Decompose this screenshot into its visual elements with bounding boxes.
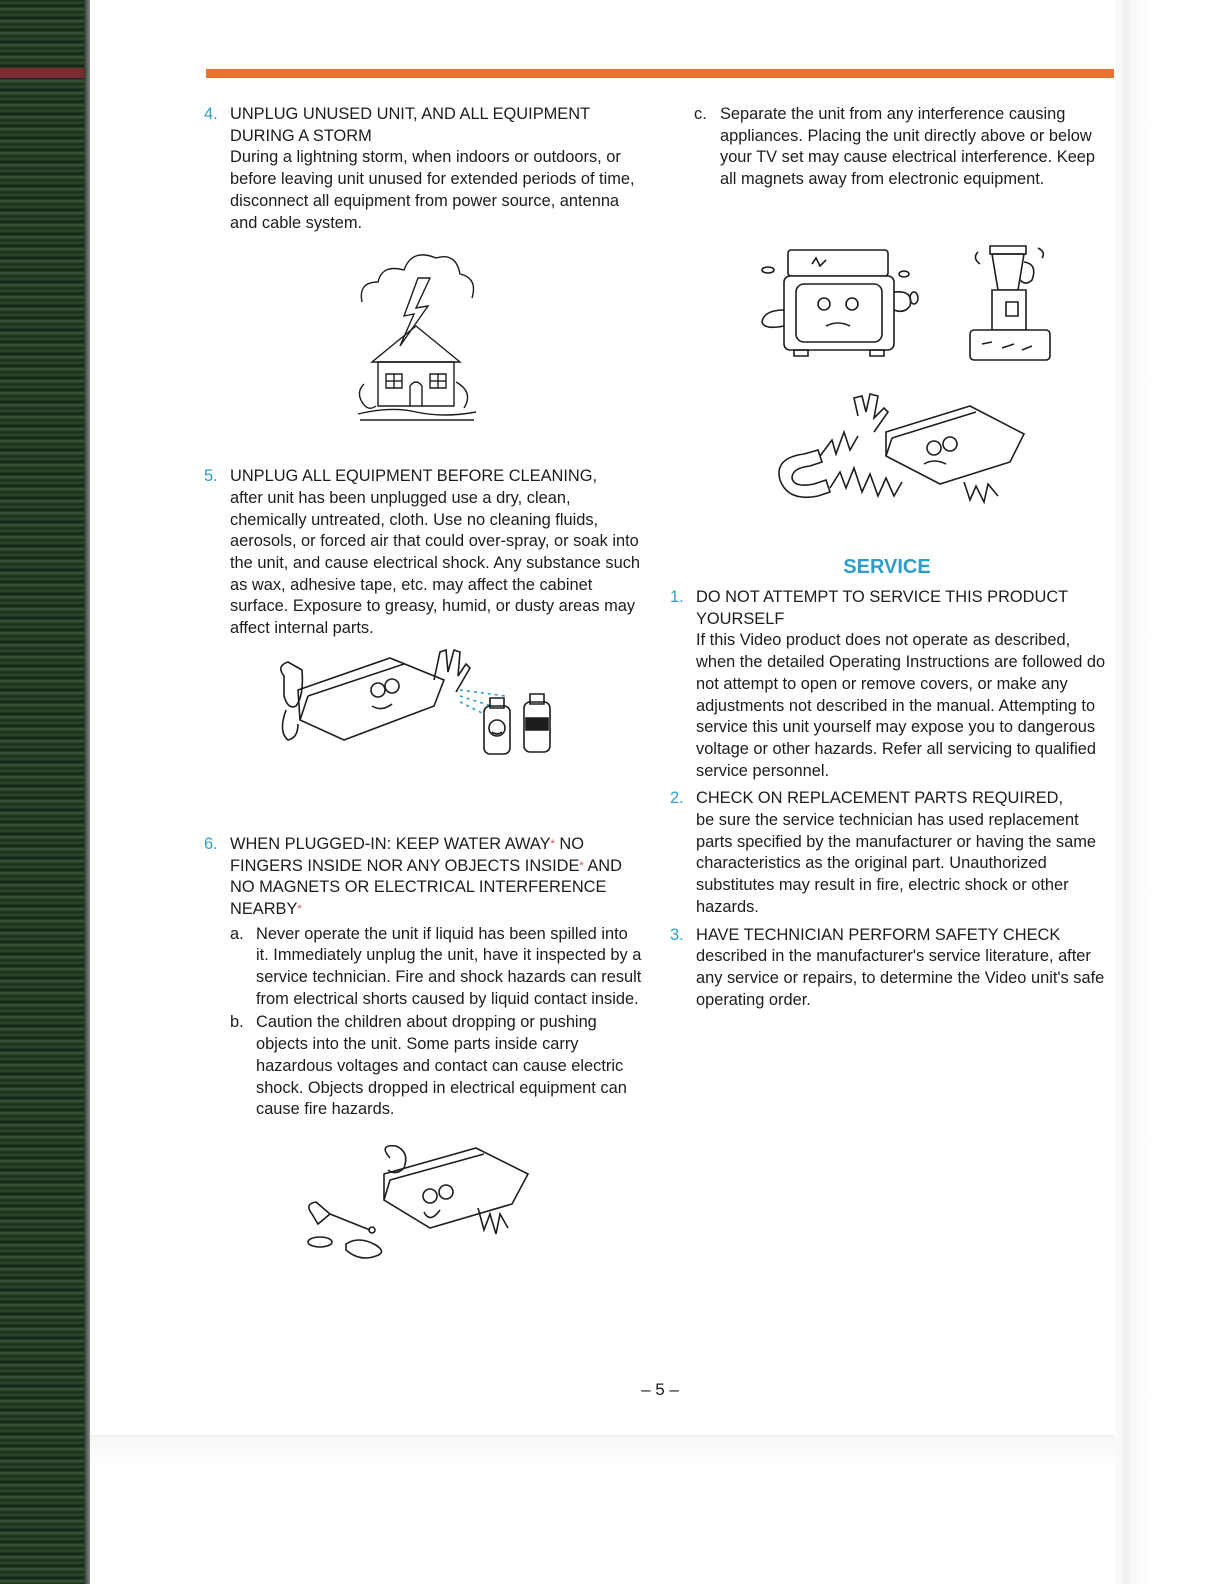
service-section-title: SERVICE <box>843 556 931 578</box>
sub-item-body: Caution the children about dropping or pushing objects into the unit. Some parts inside carry hazardous voltages and contact can cause electric shock. Objects dropped in electrical equipment can cause fire hazards. <box>256 1013 627 1119</box>
page-number: – 5 – <box>641 1380 679 1399</box>
item-body: If this Video product does not operate as described, when the detailed Operating Instructions are followed do not attempt to open or remove covers, or make any adjustments not described in the manual. Attempting to service this unit yourself may expose you to dangerous voltage or other hazards. Refer all servicing to qualified service personnel. <box>696 631 1106 780</box>
item-heading <box>230 104 644 147</box>
sub-item-a <box>230 924 644 1011</box>
item-heading: DO NOT ATTEMPT TO SERVICE THIS PRODUCT YOURSELF <box>696 588 1068 628</box>
item-number: 4. <box>204 105 218 123</box>
dropped-objects-illustration <box>300 1144 532 1268</box>
item-number: 3. <box>670 925 684 944</box>
sub-item-b <box>230 1012 644 1121</box>
sub-item-body: Never operate the unit if liquid has been spilled into it. Immediately unplug the unit, have it inspected by a service technician. Fire and shock hazards can result from electrical shorts caused by liquid contact inside. <box>256 924 642 1008</box>
service-list <box>670 587 1110 1011</box>
asterisk: * <box>297 902 302 915</box>
asterisk: * <box>550 837 555 850</box>
scan-left-red-mark <box>0 68 90 78</box>
item-heading: CHECK ON REPLACEMENT PARTS REQUIRED, <box>696 789 1064 808</box>
sub-item-letter: b. <box>230 1013 244 1032</box>
item-heading <box>230 834 644 921</box>
header-accent-bar <box>206 69 1114 78</box>
item-body: described in the manufacturer's service literature, after any service or repairs, to determine the Video unit's safe operating order. <box>696 947 1105 1009</box>
item-heading-part: WHEN PLUGGED-IN: KEEP WATER AWAY <box>230 834 551 853</box>
item-body: be sure the service technician has used replacement parts specified by the manufacturer or having the same characteristics as the original part. Unauthorized substitutes may result in fire, electric shock or other hazards. <box>696 811 1096 916</box>
sub-item-letter: a. <box>230 924 244 943</box>
item-body: after unit has been unplugged use a dry, clean, chemically untreated, cloth. Use no cleaning fluids, aerosols, or forced air that could over-spray, or soak into the unit, and cause electrical shock. Any substance such as wax, adhesive tape, etc. may affect the cabinet surface. Exposure to greasy, humid, or dusty areas may affect internal parts. <box>230 488 641 638</box>
item-body: During a lightning storm, when indoors or outdoors, or before leaving unit unused for extended periods of time, disconnect all equipment from power source, antenna and cable system. <box>230 148 635 232</box>
blender-illustration <box>962 240 1056 364</box>
item-4 <box>204 104 644 234</box>
scan-right-margin <box>1114 0 1224 1584</box>
service-item-1 <box>670 587 1110 782</box>
item-heading-line: UNPLUG UNUSED UNIT, AND ALL EQUIPMENT <box>230 105 591 123</box>
magnet-vcr-illustration <box>774 392 1036 510</box>
sub-item-c <box>694 104 1106 191</box>
item-number: 1. <box>670 588 684 606</box>
item-heading-line: DURING A STORM <box>230 126 372 145</box>
item-number: 2. <box>670 789 684 808</box>
item-heading-part: NO FINGERS INSIDE NOR ANY OBJECTS INSIDE <box>230 834 584 875</box>
page-bottom-edge <box>90 1435 1114 1584</box>
item-5 <box>204 466 644 640</box>
item-heading: UNPLUG ALL EQUIPMENT BEFORE CLEANING, <box>230 467 598 486</box>
item-number: 6. <box>204 834 218 853</box>
storm-house-illustration <box>352 242 482 426</box>
service-item-3 <box>670 925 1110 1012</box>
scan-left-edge <box>84 0 90 1584</box>
asterisk: * <box>579 859 584 872</box>
sub-item-letter: c. <box>694 105 707 123</box>
item-heading-part: AND NO MAGNETS OR ELECTRICAL INTERFERENCE NEARBY <box>230 856 622 918</box>
sub-item-body: Separate the unit from any interference causing appliances. Placing the unit directly above or below your TV set may cause electrical interference. Keep all magnets away from electronic equipment. <box>720 105 1096 189</box>
tv-interference-illustration <box>754 240 924 360</box>
scan-left-border <box>0 0 90 1584</box>
item-heading: HAVE TECHNICIAN PERFORM SAFETY CHECK <box>696 925 1061 944</box>
service-item-2 <box>670 788 1110 918</box>
right-column <box>694 104 1106 191</box>
cleaning-vcr-illustration <box>274 636 564 764</box>
item-number: 5. <box>204 467 218 486</box>
item-6 <box>204 834 644 1121</box>
